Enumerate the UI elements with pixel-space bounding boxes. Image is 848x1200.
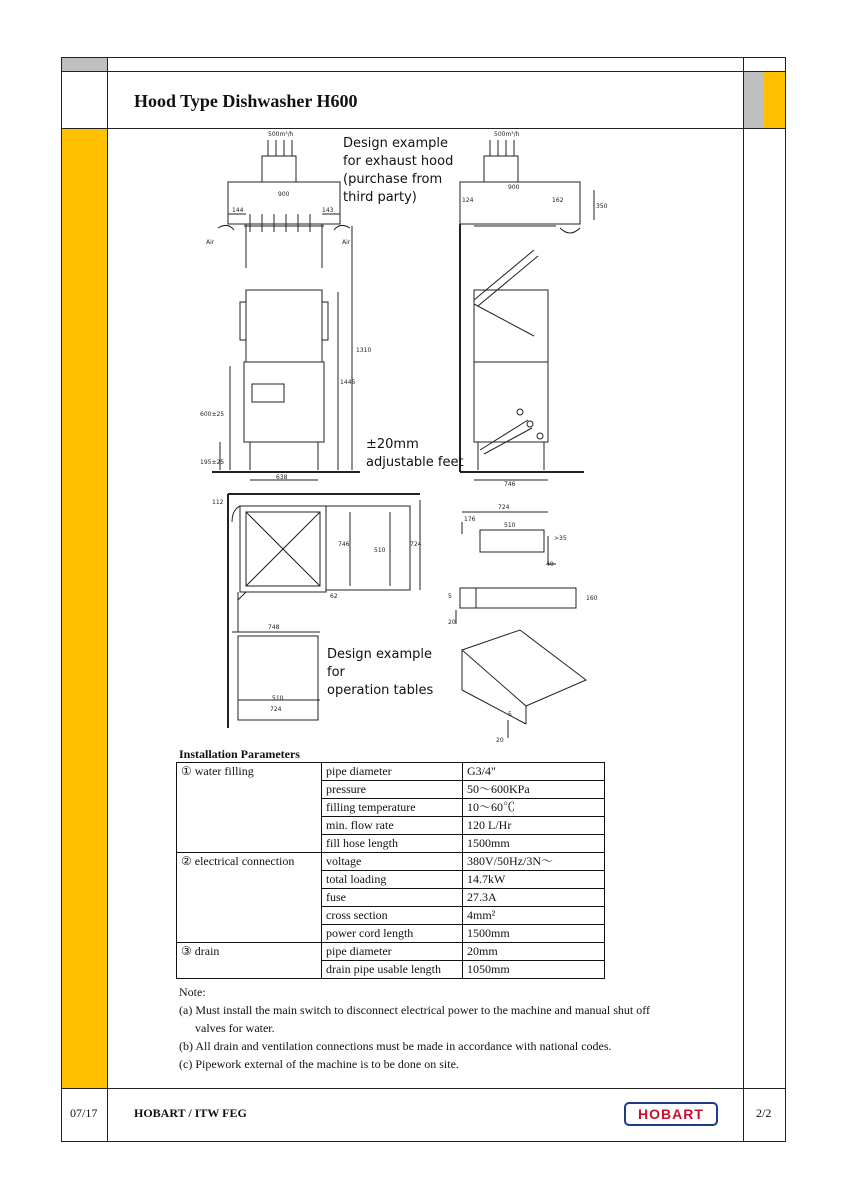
dim-510-table: 510 xyxy=(272,695,284,702)
installation-parameters-table xyxy=(176,762,605,979)
parameter-group-cell: ① water filling xyxy=(177,763,322,853)
dim-t40: 40 xyxy=(546,561,554,568)
installation-parameters-title: Installation Parameters xyxy=(179,747,300,761)
dim-t5b: 5 xyxy=(508,711,512,718)
frame-line xyxy=(61,57,62,1142)
dim-t176: 176 xyxy=(464,516,476,523)
caption-line: Design example xyxy=(327,647,432,662)
caption-adjustable-feet xyxy=(366,436,464,472)
dim-t35: >35 xyxy=(554,535,567,542)
dim-638: 638 xyxy=(276,474,288,481)
dim-t510: 510 xyxy=(504,522,516,529)
header-accent-block-right xyxy=(764,71,785,128)
caption-exhaust-hood xyxy=(343,135,453,207)
frame-line xyxy=(61,71,786,72)
caption-line: for xyxy=(327,665,345,680)
dim-t5: 5 xyxy=(448,593,452,600)
dim-195: 195±25 xyxy=(200,459,225,466)
dim-748: 748 xyxy=(268,624,280,631)
parameter-name-cell: filling temperature xyxy=(322,799,463,817)
side-elevation-drawing xyxy=(460,140,594,480)
parameter-name-cell: pipe diameter xyxy=(322,943,463,961)
notes-heading: Note: xyxy=(179,985,206,999)
dim-724-table: 724 xyxy=(270,706,282,713)
dim-124: 124 xyxy=(462,197,474,204)
caption-line: third party) xyxy=(343,190,417,205)
front-hood-drawing xyxy=(218,140,350,268)
dim-510-plan: 510 xyxy=(374,547,386,554)
frame-line xyxy=(61,57,786,58)
note-a-continued: valves for water. xyxy=(195,1021,275,1035)
dim-900-side: 900 xyxy=(508,184,520,191)
frame-line xyxy=(785,57,786,1142)
table-row xyxy=(177,763,605,781)
parameter-value-cell: 1500mm xyxy=(463,925,605,943)
parameter-name-cell: min. flow rate xyxy=(322,817,463,835)
dim-t20b: 20 xyxy=(496,737,504,744)
parameter-value-cell: 20mm xyxy=(463,943,605,961)
parameter-value-cell: 380V/50Hz/3N～ xyxy=(463,853,605,871)
dim-flow-front: 500m³/h xyxy=(268,131,294,138)
caption-line: for exhaust hood xyxy=(343,154,454,169)
parameter-name-cell: voltage xyxy=(322,853,463,871)
caption-operation-tables xyxy=(327,646,433,700)
dim-162: 162 xyxy=(552,197,564,204)
dim-143: 143 xyxy=(322,207,334,214)
parameter-name-cell: fill hose length xyxy=(322,835,463,853)
parameter-value-cell: 1050mm xyxy=(463,961,605,979)
dim-600: 600±25 xyxy=(200,411,225,418)
parameter-name-cell: cross section xyxy=(322,907,463,925)
parameter-value-cell: 120 L/Hr xyxy=(463,817,605,835)
front-machine-drawing xyxy=(212,226,360,480)
parameter-value-cell: 50～600KPa xyxy=(463,781,605,799)
dim-144: 144 xyxy=(232,207,244,214)
hobart-logo xyxy=(624,1102,718,1126)
parameter-name-cell: total loading xyxy=(322,871,463,889)
dim-724-plan: 724 xyxy=(410,541,422,548)
parameter-value-cell: 1500mm xyxy=(463,835,605,853)
page-title: Hood Type Dishwasher H600 xyxy=(134,91,358,111)
footer-date: 07/17 xyxy=(70,1106,98,1120)
caption-line: Design example xyxy=(343,136,448,151)
parameter-name-cell: pressure xyxy=(322,781,463,799)
dim-350: 350 xyxy=(596,203,608,210)
left-accent-bar xyxy=(62,128,107,1088)
frame-line xyxy=(61,1088,786,1089)
dim-62: 62 xyxy=(330,593,338,600)
table-detail-drawings xyxy=(456,512,586,738)
parameter-group-cell: ② electrical connection xyxy=(177,853,322,943)
dim-746-plan: 746 xyxy=(338,541,350,548)
header-grey-block-right xyxy=(744,71,764,128)
parameter-name-cell: pipe diameter xyxy=(322,763,463,781)
dim-t160: 160 xyxy=(586,595,598,602)
dim-t20: 20 xyxy=(448,619,456,626)
note-c: (c) Pipework external of the machine is to be done on site. xyxy=(179,1057,459,1071)
dim-900-front: 900 xyxy=(278,191,290,198)
dim-1310: 1310 xyxy=(356,347,372,354)
note-a: (a) Must install the main switch to disconnect electrical power to the machine and manual shut off xyxy=(179,1003,650,1017)
footer-page-number: 2/2 xyxy=(756,1106,772,1120)
parameter-value-cell: 10～60℃ xyxy=(463,799,605,817)
frame-line xyxy=(61,1141,786,1142)
parameter-value-cell: 4mm² xyxy=(463,907,605,925)
caption-line: ±20mm xyxy=(366,437,419,452)
dim-746-side: 746 xyxy=(504,481,516,488)
dim-t724: 724 xyxy=(498,504,510,511)
parameter-name-cell: fuse xyxy=(322,889,463,907)
parameter-name-cell: power cord length xyxy=(322,925,463,943)
parameter-name-cell: drain pipe usable length xyxy=(322,961,463,979)
parameter-value-cell: 14.7kW xyxy=(463,871,605,889)
hobart-logo-text: HOBART xyxy=(638,1106,704,1122)
note-b: (b) All drain and ventilation connections must be made in accordance with national codes. xyxy=(179,1039,612,1053)
dim-112: 112 xyxy=(212,499,224,506)
dim-1445: 1445 xyxy=(340,379,356,386)
footer-company: HOBART / ITW FEG xyxy=(134,1106,247,1120)
label-air-left: Air xyxy=(206,239,215,246)
dim-flow-side: 500m³/h xyxy=(494,131,520,138)
caption-line: operation tables xyxy=(327,683,434,698)
parameter-group-cell: ③ drain xyxy=(177,943,322,979)
label-air-right: Air xyxy=(342,239,351,246)
table-row xyxy=(177,943,605,961)
header-grey-band-left xyxy=(62,58,107,71)
parameter-value-cell: 27.3A xyxy=(463,889,605,907)
table-row xyxy=(177,853,605,871)
caption-line: adjustable feet xyxy=(366,455,464,470)
parameter-value-cell: G3/4" xyxy=(463,763,605,781)
caption-line: (purchase from xyxy=(343,172,443,187)
notes-section xyxy=(179,983,719,1073)
